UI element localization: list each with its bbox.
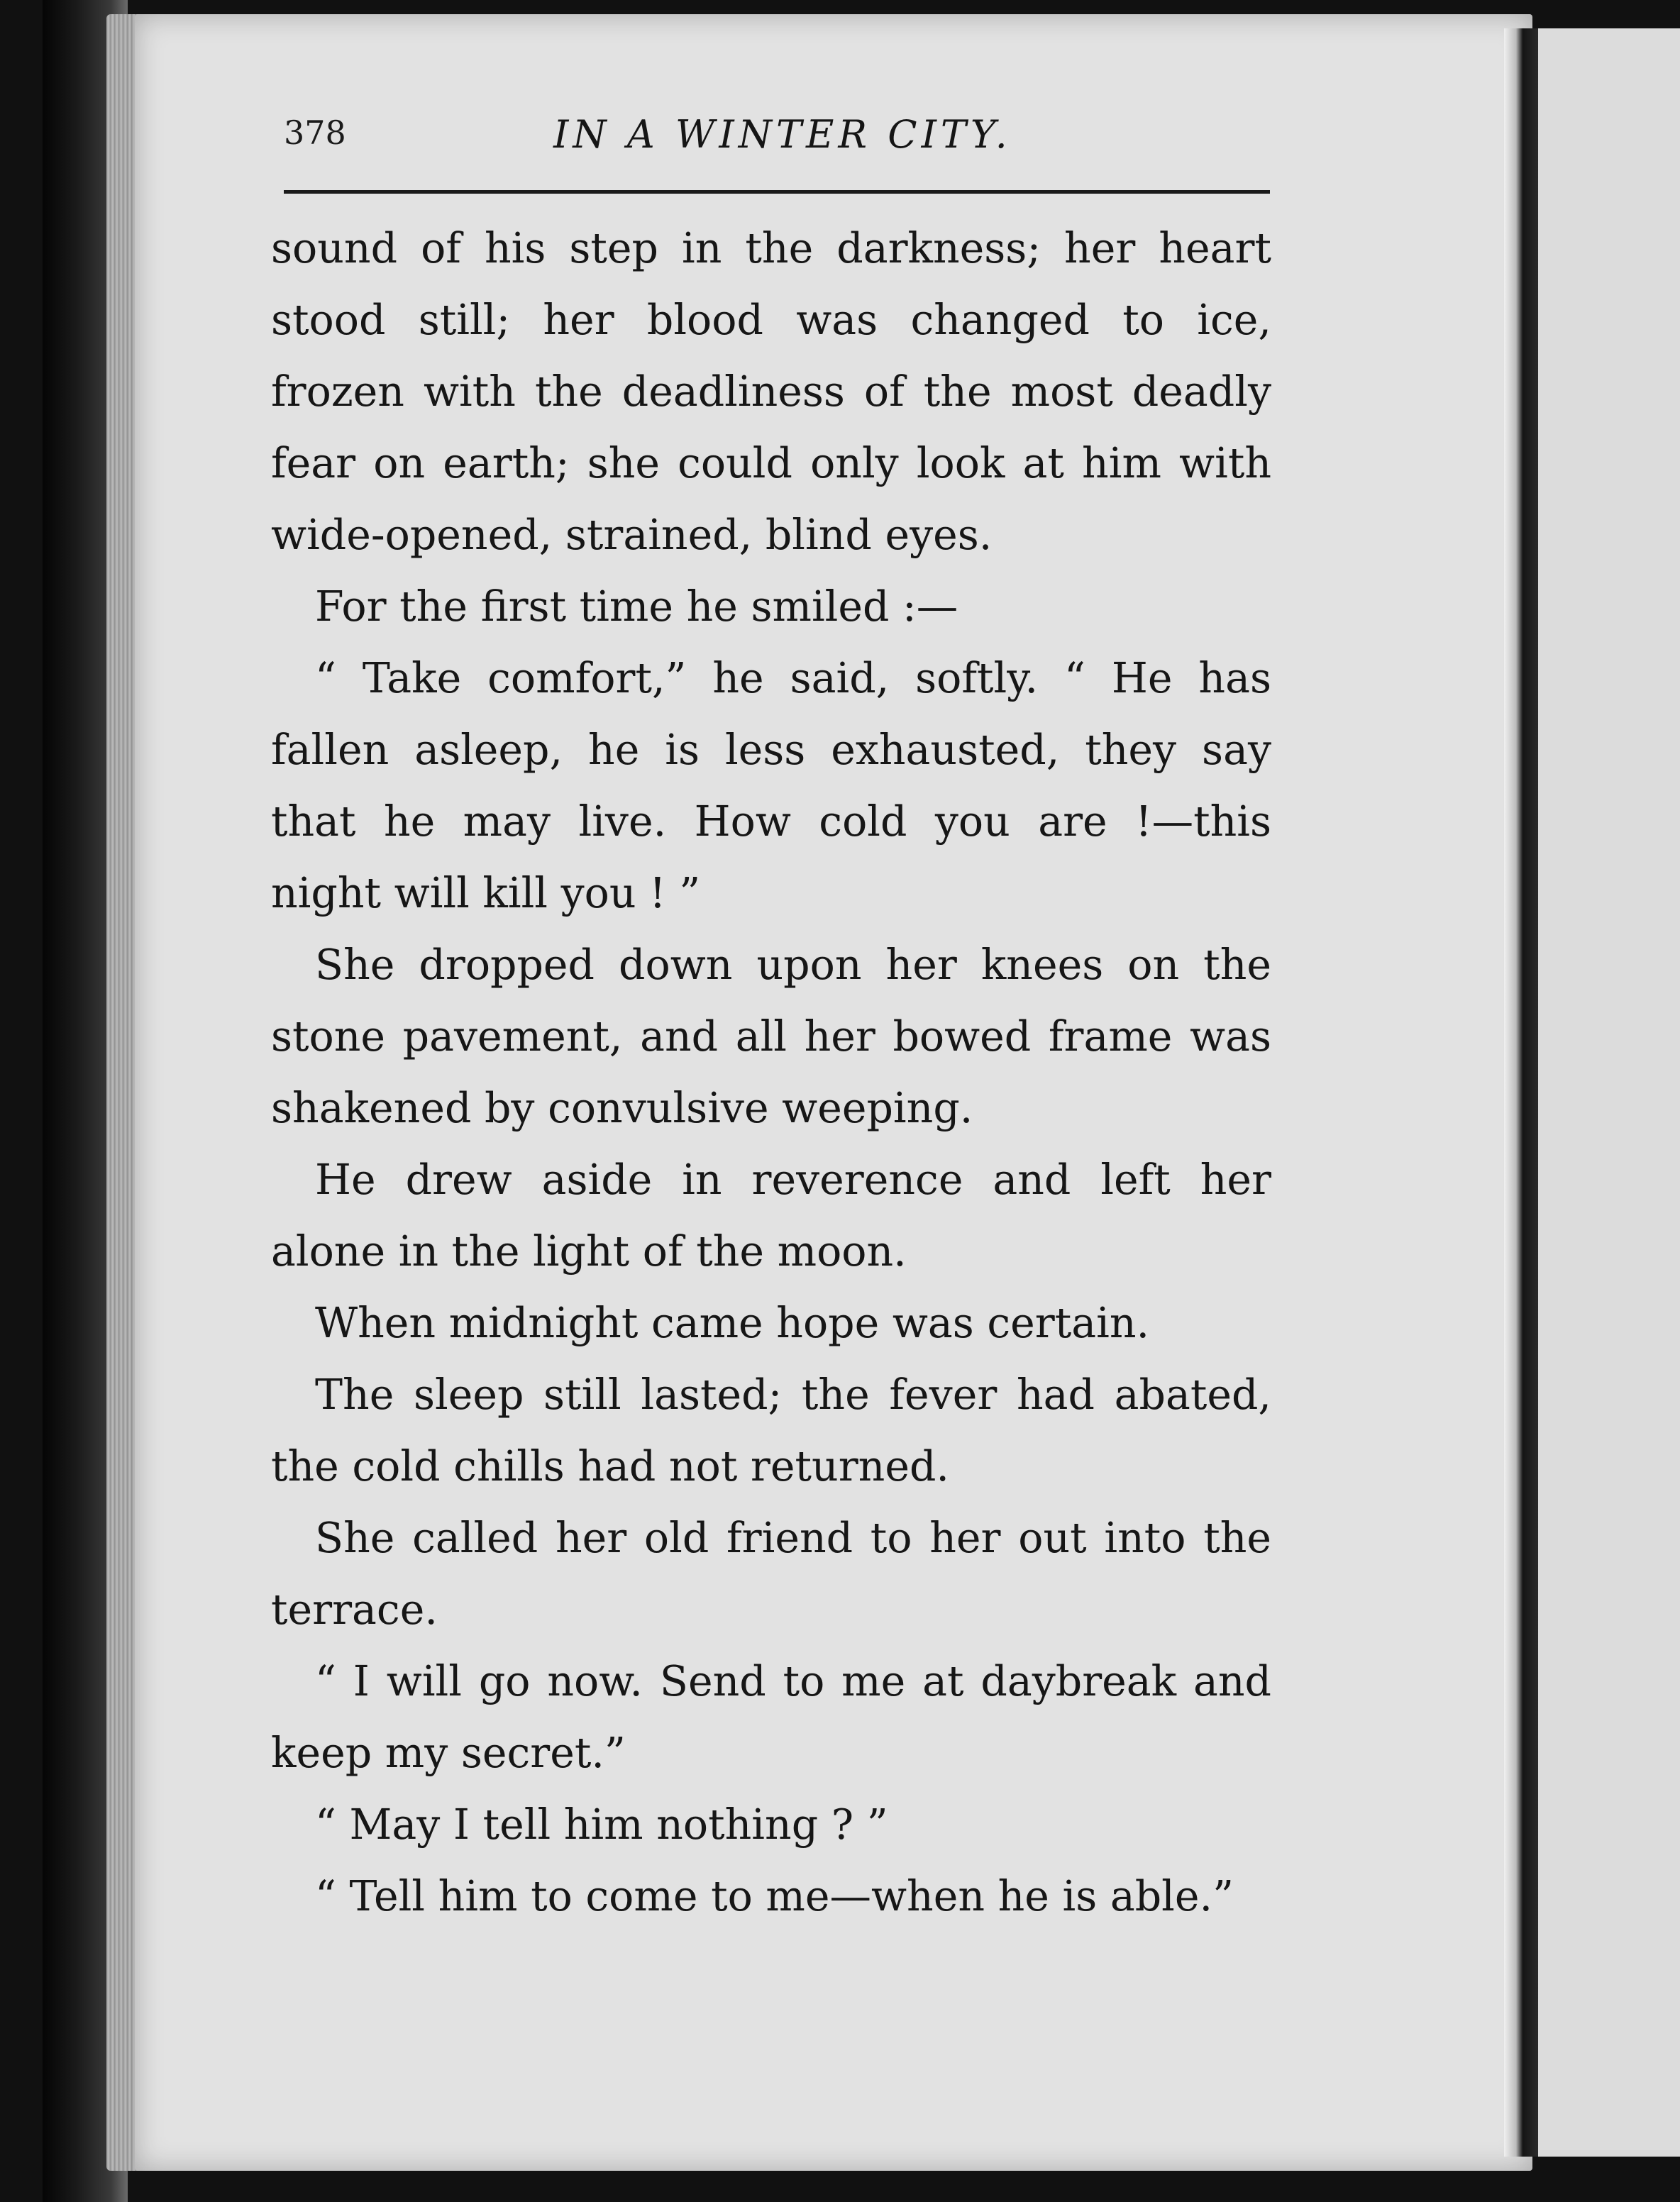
paragraph: “ May I tell him nothing ? ” xyxy=(315,1800,888,1849)
facing-page-edge xyxy=(1538,28,1680,2157)
paragraph: sound of his step in the darkness; her heart stood still; her blood was changed to ice, frozen with the deadliness of the most deadly fear on earth; she could only look at him with wide-opened, strained, blind eyes. xyxy=(271,224,1271,559)
paragraph: For the first time he smiled :— xyxy=(315,582,958,631)
paragraph: He drew aside in reverence and left her alone in the light of the moon. xyxy=(271,1156,1271,1276)
header-rule xyxy=(284,190,1270,194)
paragraph: “ I will go now. Send to me at daybreak and keep my secret.” xyxy=(271,1657,1271,1777)
page-gutter xyxy=(1504,28,1538,2157)
paragraph: The sleep still lasted; the fever had abated, the cold chills had not returned. xyxy=(271,1371,1271,1490)
running-head xyxy=(284,106,1270,170)
paragraph: When midnight came hope was certain. xyxy=(315,1299,1150,1347)
paragraph: “ Tell him to come to me—when he is able.” xyxy=(315,1872,1234,1920)
body-text xyxy=(271,213,1271,1932)
paragraph: She dropped down upon her knees on the stone pavement, and all her bowed frame was shakened by convulsive weeping. xyxy=(271,941,1271,1132)
running-title: IN A WINTER CITY. xyxy=(553,112,1012,157)
paragraph: “ Take comfort,” he said, softly. “ He has fallen asleep, he is less exhausted, they say that he may live. How cold you are !—this night will kill you ! ” xyxy=(271,654,1271,917)
page-number: 378 xyxy=(284,114,346,152)
paragraph: She called her old friend to her out into the terrace. xyxy=(271,1514,1271,1634)
